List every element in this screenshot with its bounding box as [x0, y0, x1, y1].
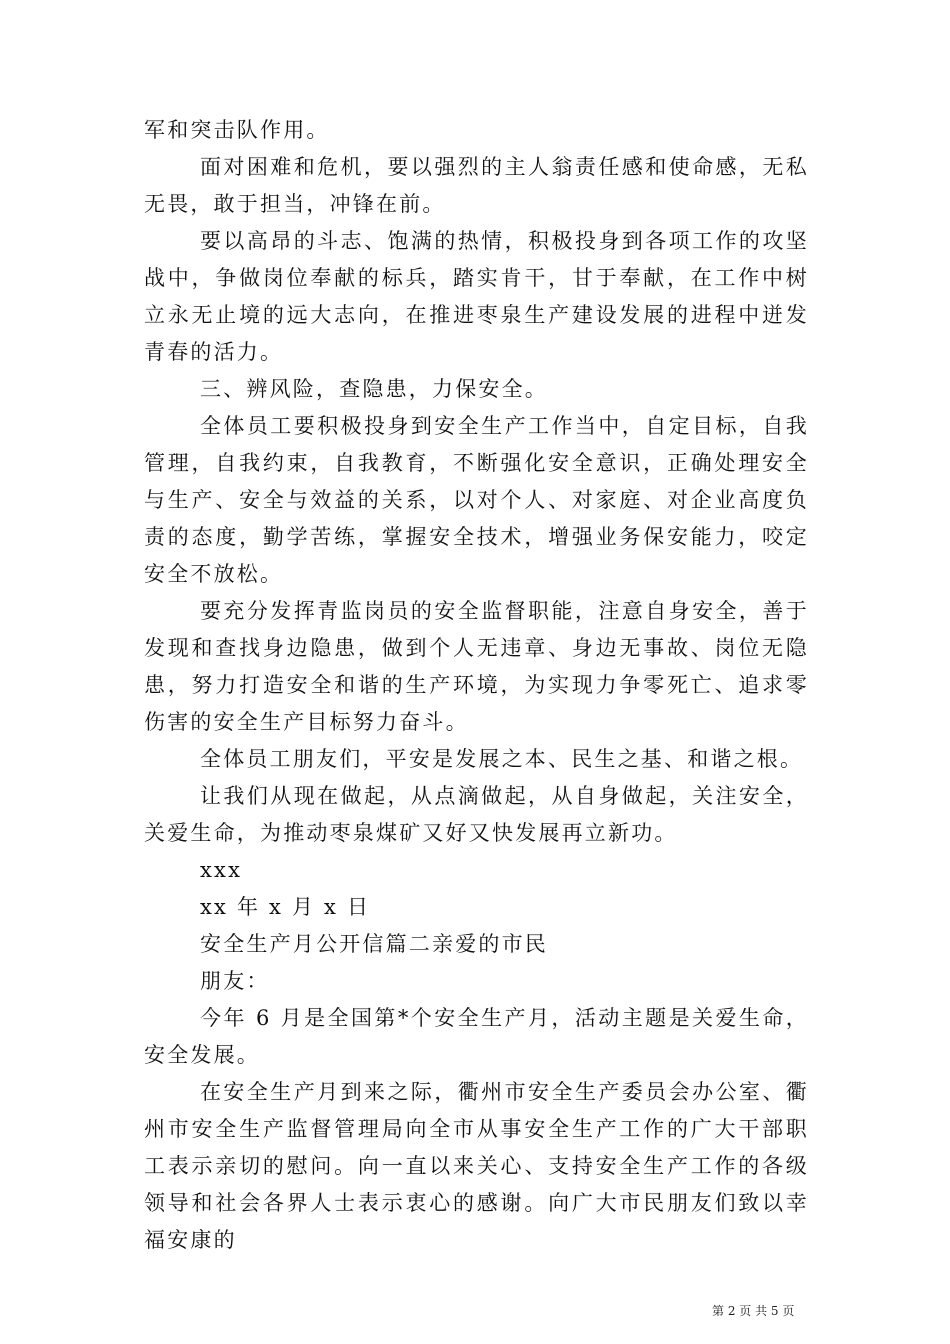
- paragraph: 军和突击队作用。: [144, 118, 330, 142]
- document-body: [144, 112, 809, 1259]
- section-heading: 三、辨风险，查隐患，力保安全。: [200, 377, 548, 401]
- letter-title: 安全生产月公开信篇二亲爱的市民: [200, 932, 548, 956]
- letter-salutation: 朋友：: [200, 969, 270, 993]
- signature-date: xx 年 x 月 x 日: [200, 895, 371, 919]
- paragraph: 今年 6 月是全国第*个安全生产月，活动主题是关爱生命，安全发展。: [144, 1006, 809, 1067]
- paragraph: 让我们从现在做起，从点滴做起，从自身做起，关注安全，关爱生命，为推动枣泉煤矿又好又快发展再立新功。: [144, 784, 809, 845]
- paragraph: 全体员工要积极投身到安全生产工作当中，自定目标，自我管理，自我约束，自我教育，不断强化安全意识，正确处理安全与生产、安全与效益的关系，以对个人、对家庭、对企业高度负责的态度，勤学苦练，掌握安全技术，增强业务保安能力，咬定安全不放松。: [144, 414, 809, 586]
- paragraph: 全体员工朋友们，平安是发展之本、民生之基、和谐之根。: [200, 747, 804, 771]
- paragraph: 要以高昂的斗志、饱满的热情，积极投身到各项工作的攻坚战中，争做岗位奉献的标兵，踏实肯干，甘于奉献，在工作中树立永无止境的远大志向，在推进枣泉生产建设发展的进程中迸发青春的活力。: [144, 229, 809, 364]
- page-number-footer: 第 2 页 共 5 页: [712, 1304, 795, 1318]
- signature-name: xxx: [200, 858, 243, 882]
- paragraph: 在安全生产月到来之际，衢州市安全生产委员会办公室、衢州市安全生产监督管理局向全市从事安全生产工作的广大干部职工表示亲切的慰问。向一直以来关心、支持安全生产工作的各级领导和社会各界人士表示衷心的感谢。向广大市民朋友们致以幸福安康的: [144, 1080, 809, 1252]
- paragraph: 面对困难和危机，要以强烈的主人翁责任感和使命感，无私无畏，敢于担当，冲锋在前。: [144, 155, 809, 216]
- paragraph: 要充分发挥青监岗员的安全监督职能，注意自身安全，善于发现和查找身边隐患，做到个人无违章、身边无事故、岗位无隐患，努力打造安全和谐的生产环境，为实现力争零死亡、追求零伤害的安全生产目标努力奋斗。: [144, 599, 809, 734]
